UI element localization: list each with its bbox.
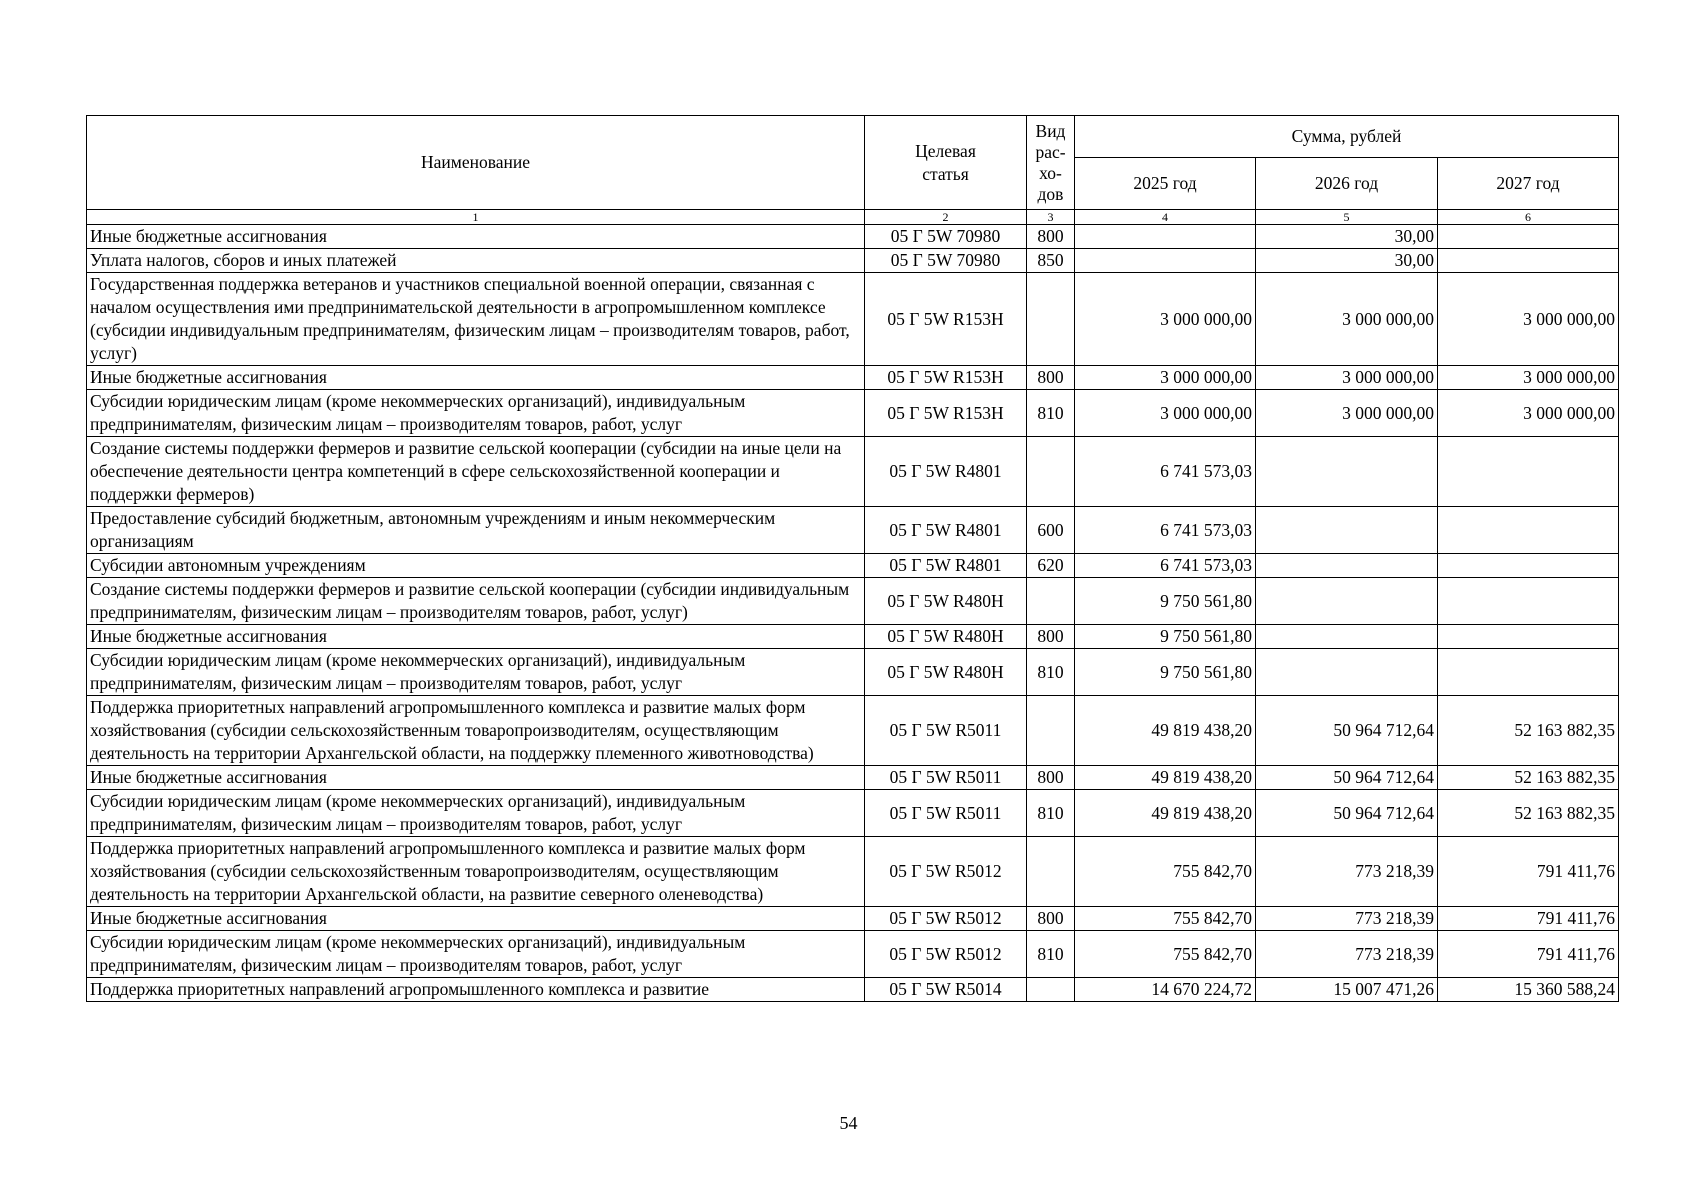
cell-2026: 30,00 [1256,249,1438,273]
table-row [87,273,1619,366]
cell-target: 05 Г 5W R153Н [865,366,1027,390]
cell-2026 [1256,649,1438,696]
cell-name: Создание системы поддержки фермеров и развитие сельской кооперации (субсидии индивидуальным предпринимателям, физическим лицам – производителям товаров, работ, услуг) [87,578,865,625]
cell-name: Субсидии юридическим лицам (кроме некоммерческих организаций), индивидуальным предпринимателям, физическим лицам – производителям товаров, работ, услуг [87,790,865,837]
cell-2027: 3 000 000,00 [1438,273,1619,366]
header-target: Целевая статья [865,116,1027,210]
cell-2027 [1438,249,1619,273]
cell-2026 [1256,437,1438,507]
cell-target: 05 Г 5W R480Н [865,625,1027,649]
cell-2026: 50 964 712,64 [1256,696,1438,766]
cell-target: 05 Г 5W 70980 [865,225,1027,249]
cell-2027 [1438,554,1619,578]
cell-name: Предоставление субсидий бюджетным, автономным учреждениям и иным некоммерческим организациям [87,507,865,554]
cell-name: Субсидии юридическим лицам (кроме некоммерческих организаций), индивидуальным предпринимателям, физическим лицам – производителям товаров, работ, услуг [87,390,865,437]
cell-2025: 9 750 561,80 [1075,625,1256,649]
cell-kind: 800 [1027,225,1075,249]
cell-target: 05 Г 5W 70980 [865,249,1027,273]
column-number-row [87,210,1619,225]
cell-target: 05 Г 5W R4801 [865,554,1027,578]
header-kind: Вид рас- хо- дов [1027,116,1075,210]
cell-target: 05 Г 5W R5011 [865,696,1027,766]
column-number: 2 [865,210,1027,225]
cell-kind [1027,578,1075,625]
cell-2026: 773 218,39 [1256,931,1438,978]
cell-name: Субсидии автономным учреждениям [87,554,865,578]
cell-2027: 791 411,76 [1438,907,1619,931]
cell-kind [1027,696,1075,766]
cell-target: 05 Г 5W R480Н [865,578,1027,625]
cell-kind: 810 [1027,390,1075,437]
cell-2026: 15 007 471,26 [1256,978,1438,1002]
cell-name: Поддержка приоритетных направлений агропромышленного комплекса и развитие малых форм хозяйствования (субсидии сельскохозяйственным товаропроизводителям, осуществляющим деятельность на территории Архангельской области, на развитие северного оленеводства) [87,837,865,907]
cell-2026: 30,00 [1256,225,1438,249]
cell-kind: 620 [1027,554,1075,578]
cell-2027: 3 000 000,00 [1438,366,1619,390]
cell-2026: 773 218,39 [1256,837,1438,907]
table-row [87,578,1619,625]
table-row [87,390,1619,437]
column-number: 5 [1256,210,1438,225]
cell-name: Субсидии юридическим лицам (кроме некоммерческих организаций), индивидуальным предпринимателям, физическим лицам – производителям товаров, работ, услуг [87,931,865,978]
cell-2026: 3 000 000,00 [1256,390,1438,437]
cell-2025: 755 842,70 [1075,837,1256,907]
column-number: 4 [1075,210,1256,225]
cell-2025: 6 741 573,03 [1075,554,1256,578]
header-year-2025: 2025 год [1075,158,1256,210]
table-row [87,437,1619,507]
table-row [87,625,1619,649]
cell-name: Уплата налогов, сборов и иных платежей [87,249,865,273]
table-row [87,554,1619,578]
header-sum: Сумма, рублей [1075,116,1619,158]
cell-name: Иные бюджетные ассигнования [87,907,865,931]
cell-target: 05 Г 5W R4801 [865,507,1027,554]
cell-name: Субсидии юридическим лицам (кроме некоммерческих организаций), индивидуальным предпринимателям, физическим лицам – производителям товаров, работ, услуг [87,649,865,696]
cell-2027 [1438,437,1619,507]
column-number: 1 [87,210,865,225]
table-row [87,249,1619,273]
cell-name: Иные бюджетные ассигнования [87,766,865,790]
table-row [87,931,1619,978]
cell-2026 [1256,625,1438,649]
table-row [87,837,1619,907]
cell-target: 05 Г 5W R4801 [865,437,1027,507]
cell-name: Иные бюджетные ассигнования [87,225,865,249]
cell-kind: 810 [1027,931,1075,978]
cell-kind: 800 [1027,766,1075,790]
table-row [87,649,1619,696]
cell-kind [1027,437,1075,507]
cell-target: 05 Г 5W R480Н [865,649,1027,696]
cell-kind [1027,837,1075,907]
header-year-2027: 2027 год [1438,158,1619,210]
cell-kind: 810 [1027,790,1075,837]
cell-2026: 50 964 712,64 [1256,766,1438,790]
cell-target: 05 Г 5W R153Н [865,273,1027,366]
cell-2027: 15 360 588,24 [1438,978,1619,1002]
cell-2027: 52 163 882,35 [1438,696,1619,766]
cell-2027: 791 411,76 [1438,931,1619,978]
header-year-2026: 2026 год [1256,158,1438,210]
cell-2025: 3 000 000,00 [1075,273,1256,366]
cell-2027: 52 163 882,35 [1438,766,1619,790]
cell-name: Государственная поддержка ветеранов и участников специальной военной операции, связанная с началом осуществления ими предпринимательской деятельности в агропромышленном комплексе (субсидии индивидуальным предпринимателям, физическим лицам – производителям товаров, работ, услуг) [87,273,865,366]
cell-2026 [1256,507,1438,554]
cell-kind: 800 [1027,366,1075,390]
header-name: Наименование [87,116,865,210]
cell-target: 05 Г 5W R5011 [865,766,1027,790]
table-header [87,116,1619,225]
cell-kind [1027,978,1075,1002]
cell-2026: 3 000 000,00 [1256,273,1438,366]
cell-2025: 755 842,70 [1075,931,1256,978]
cell-2025: 9 750 561,80 [1075,649,1256,696]
table-row [87,696,1619,766]
cell-2025: 3 000 000,00 [1075,390,1256,437]
cell-2027: 791 411,76 [1438,837,1619,907]
cell-2025: 49 819 438,20 [1075,766,1256,790]
cell-2026: 50 964 712,64 [1256,790,1438,837]
cell-2025 [1075,225,1256,249]
table-row [87,507,1619,554]
cell-2025: 49 819 438,20 [1075,790,1256,837]
cell-kind [1027,273,1075,366]
cell-2027 [1438,625,1619,649]
cell-2025: 49 819 438,20 [1075,696,1256,766]
cell-kind: 800 [1027,907,1075,931]
cell-2025: 6 741 573,03 [1075,437,1256,507]
cell-2025: 6 741 573,03 [1075,507,1256,554]
cell-name: Создание системы поддержки фермеров и развитие сельской кооперации (субсидии на иные цели на обеспечение деятельности центра компетенций в сфере сельскохозяйственной кооперации и поддержки фермеров) [87,437,865,507]
cell-name: Иные бюджетные ассигнования [87,366,865,390]
cell-2025: 755 842,70 [1075,907,1256,931]
cell-target: 05 Г 5W R5012 [865,931,1027,978]
cell-2026 [1256,554,1438,578]
table-row [87,978,1619,1002]
cell-2026: 3 000 000,00 [1256,366,1438,390]
cell-kind: 810 [1027,649,1075,696]
column-number: 6 [1438,210,1619,225]
cell-kind: 850 [1027,249,1075,273]
cell-name: Поддержка приоритетных направлений агропромышленного комплекса и развитие [87,978,865,1002]
table-body [87,225,1619,1002]
table-row [87,366,1619,390]
cell-2027 [1438,225,1619,249]
cell-target: 05 Г 5W R153Н [865,390,1027,437]
cell-2027: 3 000 000,00 [1438,390,1619,437]
cell-target: 05 Г 5W R5014 [865,978,1027,1002]
cell-2025 [1075,249,1256,273]
cell-name: Иные бюджетные ассигнования [87,625,865,649]
cell-2025: 3 000 000,00 [1075,366,1256,390]
cell-2026 [1256,578,1438,625]
table-row [87,790,1619,837]
table-row [87,766,1619,790]
cell-2026: 773 218,39 [1256,907,1438,931]
table-row [87,907,1619,931]
cell-2027 [1438,649,1619,696]
cell-2025: 14 670 224,72 [1075,978,1256,1002]
cell-kind: 800 [1027,625,1075,649]
cell-2027: 52 163 882,35 [1438,790,1619,837]
cell-name: Поддержка приоритетных направлений агропромышленного комплекса и развитие малых форм хозяйствования (субсидии сельскохозяйственным товаропроизводителям, осуществляющим деятельность на территории Архангельской области, на поддержку племенного животноводства) [87,696,865,766]
cell-target: 05 Г 5W R5012 [865,907,1027,931]
budget-table [86,115,1619,1002]
cell-kind: 600 [1027,507,1075,554]
table-row [87,225,1619,249]
column-number: 3 [1027,210,1075,225]
cell-2025: 9 750 561,80 [1075,578,1256,625]
cell-target: 05 Г 5W R5011 [865,790,1027,837]
cell-target: 05 Г 5W R5012 [865,837,1027,907]
cell-2027 [1438,507,1619,554]
cell-2027 [1438,578,1619,625]
page-number: 54 [839,1113,858,1133]
